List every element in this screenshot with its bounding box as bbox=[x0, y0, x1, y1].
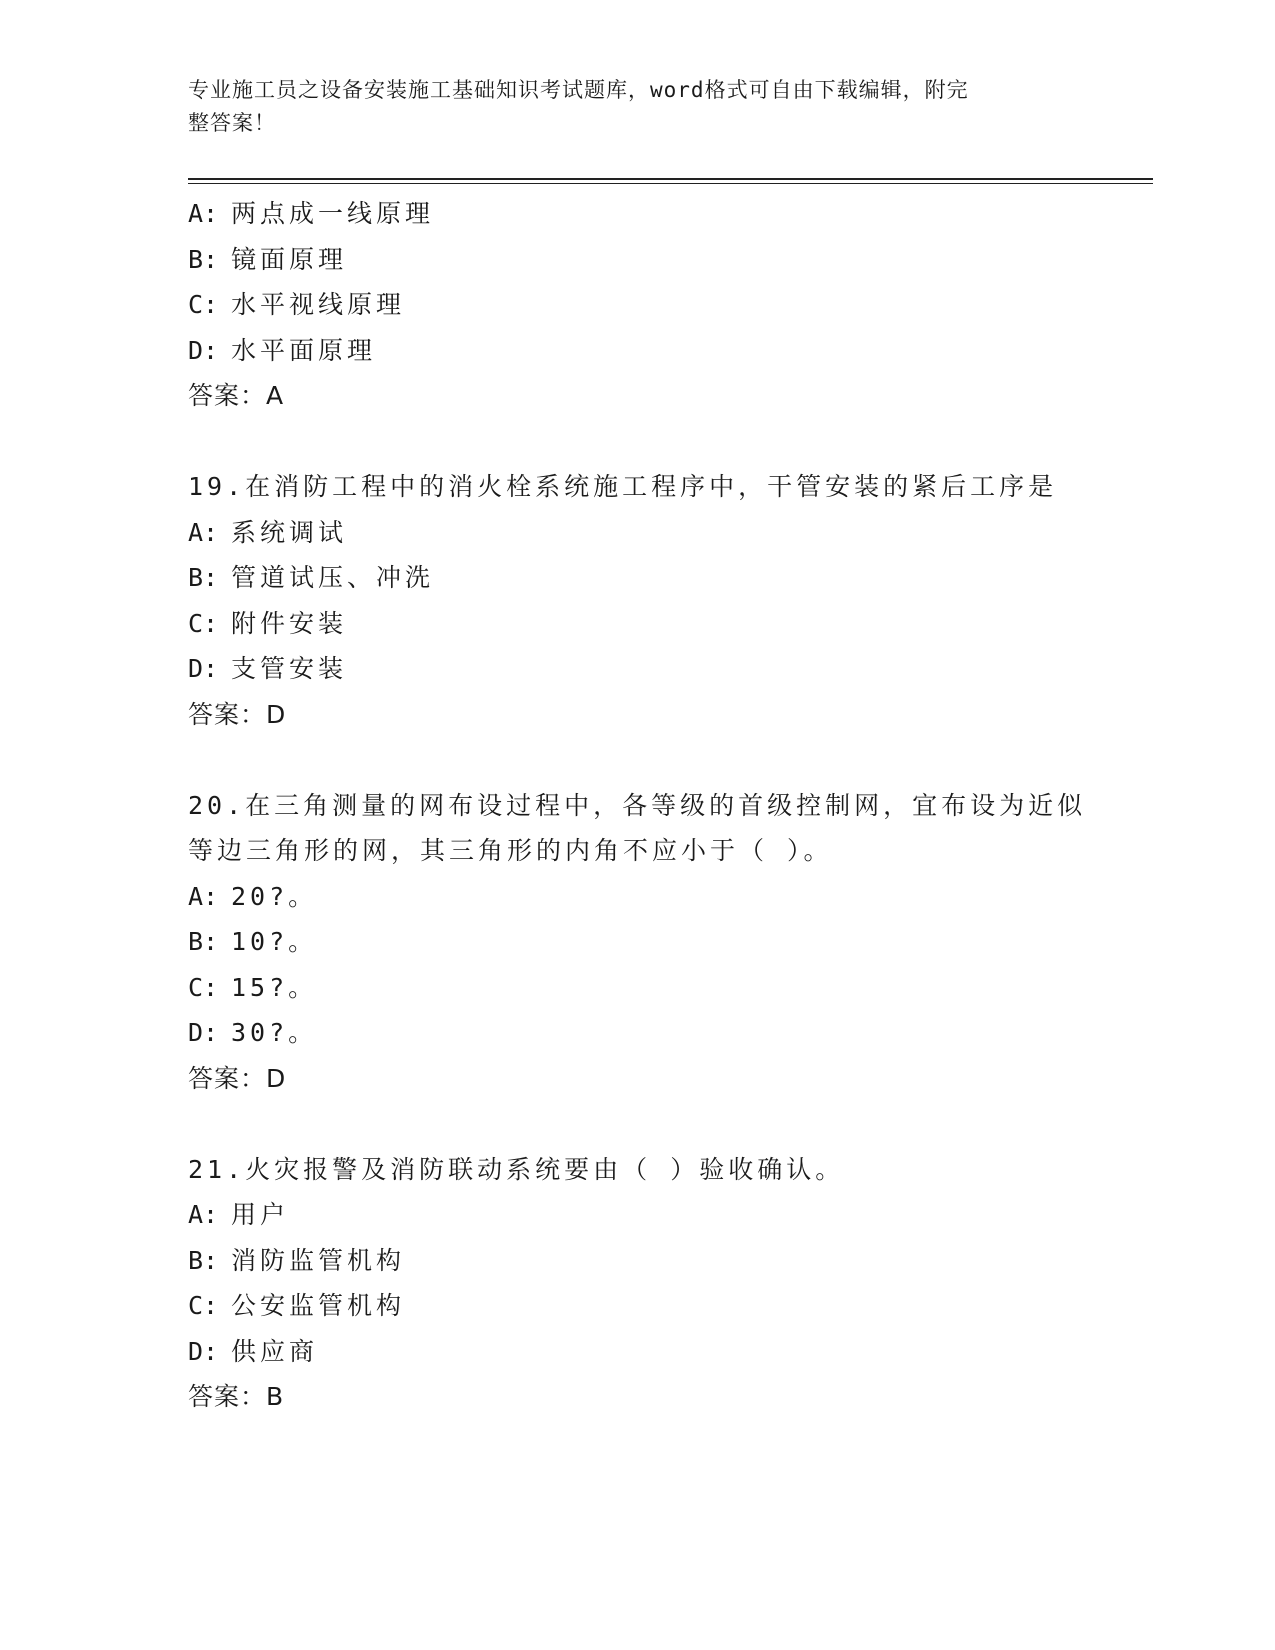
option-a bbox=[188, 1192, 1088, 1238]
option-text: 系统调试 bbox=[231, 517, 348, 547]
option-d bbox=[188, 646, 1088, 692]
answer-label: 答案： bbox=[188, 699, 267, 729]
question-18 bbox=[188, 191, 1088, 419]
option-text: 水平视线原理 bbox=[231, 290, 406, 319]
option-text: 10?。 bbox=[231, 927, 318, 956]
question-21 bbox=[188, 1147, 1088, 1420]
option-text: 镜面原理 bbox=[231, 244, 348, 274]
option-text: 15?。 bbox=[231, 972, 318, 1002]
answer-label: 答案： bbox=[188, 1382, 267, 1411]
header-divider-thick bbox=[188, 178, 1153, 180]
option-letter: A: bbox=[188, 881, 219, 911]
option-text: 支管安装 bbox=[231, 654, 348, 683]
option-letter: A: bbox=[188, 517, 219, 547]
option-letter: D: bbox=[188, 1018, 219, 1047]
option-c bbox=[188, 1283, 1088, 1329]
option-letter: C: bbox=[188, 1291, 219, 1320]
option-letter: B: bbox=[188, 563, 219, 592]
option-text: 用户 bbox=[231, 1200, 290, 1229]
option-letter: D: bbox=[188, 335, 219, 365]
answer-line bbox=[188, 692, 1088, 738]
option-a bbox=[188, 191, 1088, 237]
option-letter: B: bbox=[188, 1245, 219, 1275]
option-letter: A: bbox=[188, 1200, 219, 1229]
option-text: 30?。 bbox=[231, 1018, 318, 1047]
question-stem: 21.火灾报警及消防联动系统要由（ ）验收确认。 bbox=[188, 1154, 845, 1184]
spacer bbox=[188, 419, 1088, 465]
option-a bbox=[188, 510, 1088, 556]
option-text: 附件安装 bbox=[231, 608, 348, 638]
spacer bbox=[188, 737, 1088, 783]
option-letter: A: bbox=[188, 199, 219, 228]
option-c bbox=[188, 965, 1088, 1011]
question-stem: 19.在消防工程中的消火栓系统施工程序中，干管安装的紧后工序是 bbox=[188, 472, 1058, 501]
option-b bbox=[188, 237, 1088, 283]
header-line-1: 专业施工员之设备安装施工基础知识考试题库，word格式可自由下载编辑，附完 bbox=[188, 78, 969, 102]
answer-value: D bbox=[266, 699, 287, 729]
option-b bbox=[188, 1238, 1088, 1284]
option-c bbox=[188, 282, 1088, 328]
option-letter: B: bbox=[188, 244, 219, 274]
option-text: 供应商 bbox=[231, 1336, 319, 1366]
option-text: 20?。 bbox=[231, 881, 318, 911]
answer-line bbox=[188, 1374, 1088, 1420]
question-19 bbox=[188, 464, 1088, 737]
document-header bbox=[188, 74, 1068, 140]
option-d bbox=[188, 1329, 1088, 1375]
option-letter: B: bbox=[188, 927, 219, 956]
option-letter: D: bbox=[188, 654, 219, 683]
option-letter: C: bbox=[188, 290, 219, 319]
answer-value: B bbox=[266, 1382, 285, 1411]
question-list bbox=[188, 191, 1088, 1420]
option-c bbox=[188, 601, 1088, 647]
answer-line bbox=[188, 1056, 1088, 1102]
option-text: 管道试压、冲洗 bbox=[231, 563, 435, 592]
option-letter: C: bbox=[188, 972, 219, 1002]
spacer bbox=[188, 1101, 1088, 1147]
header-divider-thin bbox=[188, 183, 1153, 184]
question-stem-continued: 等边三角形的网，其三角形的内角不应小于（ ）。 bbox=[188, 836, 833, 865]
answer-value: D bbox=[266, 1063, 287, 1093]
option-text: 公安监管机构 bbox=[231, 1291, 406, 1320]
answer-value: A bbox=[266, 381, 285, 410]
option-letter: C: bbox=[188, 608, 219, 638]
question-20 bbox=[188, 783, 1088, 1102]
option-text: 两点成一线原理 bbox=[231, 199, 435, 228]
answer-line bbox=[188, 373, 1088, 419]
option-d bbox=[188, 328, 1088, 374]
option-b bbox=[188, 919, 1088, 965]
option-text: 消防监管机构 bbox=[231, 1245, 406, 1275]
option-letter: D: bbox=[188, 1336, 219, 1366]
header-line-2: 整答案！ bbox=[188, 111, 276, 135]
option-d bbox=[188, 1010, 1088, 1056]
question-stem: 20.在三角测量的网布设过程中，各等级的首级控制网，宜布设为近似 bbox=[188, 790, 1087, 820]
option-b bbox=[188, 555, 1088, 601]
answer-label: 答案： bbox=[188, 381, 267, 410]
option-a bbox=[188, 874, 1088, 920]
option-text: 水平面原理 bbox=[231, 335, 377, 365]
answer-label: 答案： bbox=[188, 1063, 267, 1093]
